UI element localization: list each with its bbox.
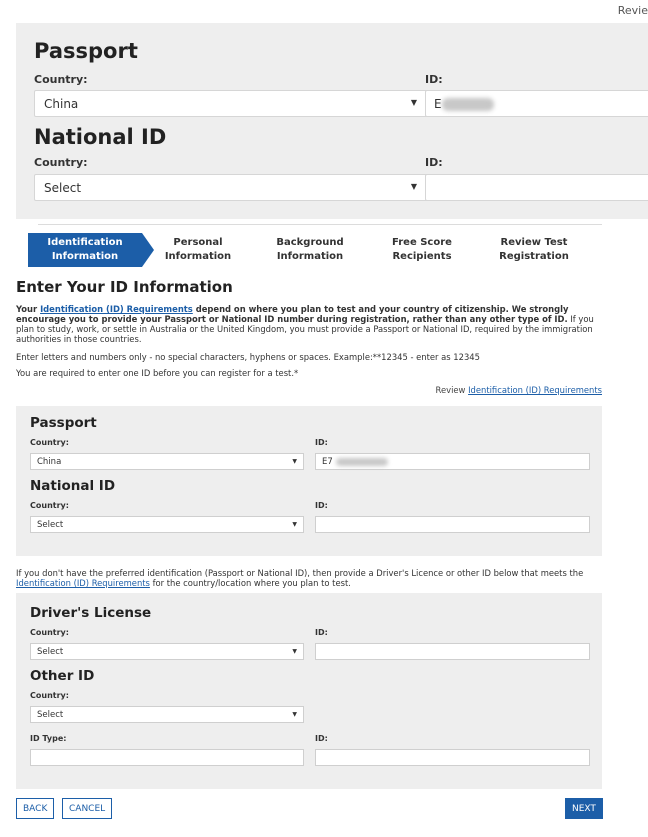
alternate-id-panel xyxy=(16,593,602,789)
chevron-down-icon: ▼ xyxy=(292,521,297,528)
id-requirements-link[interactable]: Identification (ID) Requirements xyxy=(40,304,193,314)
zoomed-id-panel xyxy=(16,23,648,219)
top-review-text: Revie xyxy=(617,4,648,17)
drivers-id-label: ID: xyxy=(315,628,328,637)
alt-note-text: If you don't have the preferred identification (Passport or National ID), then provide a Driver's Licence or other ID below that meets the xyxy=(16,568,584,578)
chevron-down-icon: ▼ xyxy=(292,458,297,465)
national-country-value: Select xyxy=(44,181,82,195)
national-country-label: Country: xyxy=(30,501,69,510)
divider xyxy=(38,224,602,225)
national-id-heading: National ID xyxy=(34,125,167,149)
passport-heading: Passport xyxy=(30,415,97,431)
chevron-down-icon: ▼ xyxy=(292,648,297,655)
other-country-select[interactable] xyxy=(30,706,304,723)
step-label: Information xyxy=(51,251,119,262)
national-id-input[interactable] xyxy=(315,516,590,533)
redaction-blur xyxy=(336,458,388,466)
step-label: Personal xyxy=(173,237,223,248)
step-label: Background xyxy=(276,237,344,248)
step-background[interactable] xyxy=(260,233,360,264)
intro-text: Your xyxy=(16,304,41,314)
review-prefix: Review xyxy=(435,385,469,395)
chars-note: Enter letters and numbers only - no special characters, hyphens or spaces. Example:**12345 - enter as 12345 xyxy=(16,352,480,362)
chevron-down-icon: ▼ xyxy=(410,98,417,107)
passport-id-value: E7 xyxy=(322,457,333,467)
intro-text: If you plan to study, work, or settle in Australia or the United Kingdom, you must provide a Passport or National ID, required by the immigration authorities in those countries. xyxy=(16,314,594,344)
other-id-input[interactable] xyxy=(315,749,590,766)
national-country-value: Select xyxy=(37,520,64,530)
other-id-label: ID: xyxy=(315,734,328,743)
redaction-blur xyxy=(442,98,494,111)
step-review[interactable] xyxy=(484,233,584,264)
drivers-license-heading: Driver's License xyxy=(30,605,152,621)
page-title: Enter Your ID Information xyxy=(16,278,233,296)
alt-id-requirements-link[interactable]: Identification (ID) Requirements xyxy=(16,578,150,588)
national-country-label: Country: xyxy=(34,156,88,169)
passport-id-label: ID: xyxy=(315,438,328,447)
step-free-score[interactable] xyxy=(372,233,472,264)
national-id-input[interactable] xyxy=(425,174,648,201)
national-id-label: ID: xyxy=(425,156,443,169)
drivers-country-select[interactable] xyxy=(30,643,304,660)
id-type-input[interactable] xyxy=(30,749,304,766)
passport-country-value: China xyxy=(37,457,62,467)
passport-country-label: Country: xyxy=(30,438,69,447)
next-button[interactable]: NEXT xyxy=(565,798,603,819)
passport-country-select[interactable] xyxy=(30,453,304,470)
national-country-select[interactable] xyxy=(34,174,428,201)
passport-id-input[interactable] xyxy=(315,453,590,470)
step-label: Registration xyxy=(499,251,569,262)
passport-heading: Passport xyxy=(34,39,138,63)
intro-paragraph xyxy=(16,304,606,344)
other-id-heading: Other ID xyxy=(30,668,95,684)
passport-country-label: Country: xyxy=(34,73,88,86)
review-requirements-link[interactable]: Identification (ID) Requirements xyxy=(468,385,602,395)
passport-id-input[interactable] xyxy=(425,90,648,117)
preferred-id-panel xyxy=(16,406,602,556)
alt-note-text: for the country/location where you plan to test. xyxy=(149,578,351,588)
passport-country-value: China xyxy=(44,97,79,111)
step-personal[interactable] xyxy=(148,233,248,264)
step-label: Information xyxy=(164,251,232,262)
cancel-button[interactable]: CANCEL xyxy=(62,798,112,819)
other-country-value: Select xyxy=(37,710,64,720)
national-country-select[interactable] xyxy=(30,516,304,533)
chevron-down-icon: ▼ xyxy=(410,182,417,191)
review-requirements xyxy=(436,385,602,395)
intro-text: depend on where you plan to test and your country of citizenship. We strongly encourage you to provide your Passport or National ID number during registration, rather than any other type of ID. xyxy=(16,304,569,324)
passport-country-select[interactable] xyxy=(34,90,428,117)
alternate-id-note xyxy=(16,568,606,588)
other-country-label: Country: xyxy=(30,691,69,700)
step-label: Free Score xyxy=(392,237,452,248)
chevron-down-icon: ▼ xyxy=(292,711,297,718)
drivers-country-label: Country: xyxy=(30,628,69,637)
step-label: Recipients xyxy=(392,251,452,262)
step-label: Information xyxy=(276,251,344,262)
back-button[interactable]: BACK xyxy=(16,798,54,819)
drivers-id-input[interactable] xyxy=(315,643,590,660)
required-note: You are required to enter one ID before you can register for a test.* xyxy=(16,368,299,378)
passport-id-label: ID: xyxy=(425,73,443,86)
id-type-label: ID Type: xyxy=(30,734,67,743)
national-id-heading: National ID xyxy=(30,478,116,494)
step-label: Review Test xyxy=(500,237,568,248)
national-id-label: ID: xyxy=(315,501,328,510)
progress-stepper xyxy=(28,233,618,267)
drivers-country-value: Select xyxy=(37,647,64,657)
step-identification[interactable] xyxy=(28,233,142,267)
passport-id-value: E xyxy=(434,97,442,111)
step-label: Identification xyxy=(47,237,123,248)
